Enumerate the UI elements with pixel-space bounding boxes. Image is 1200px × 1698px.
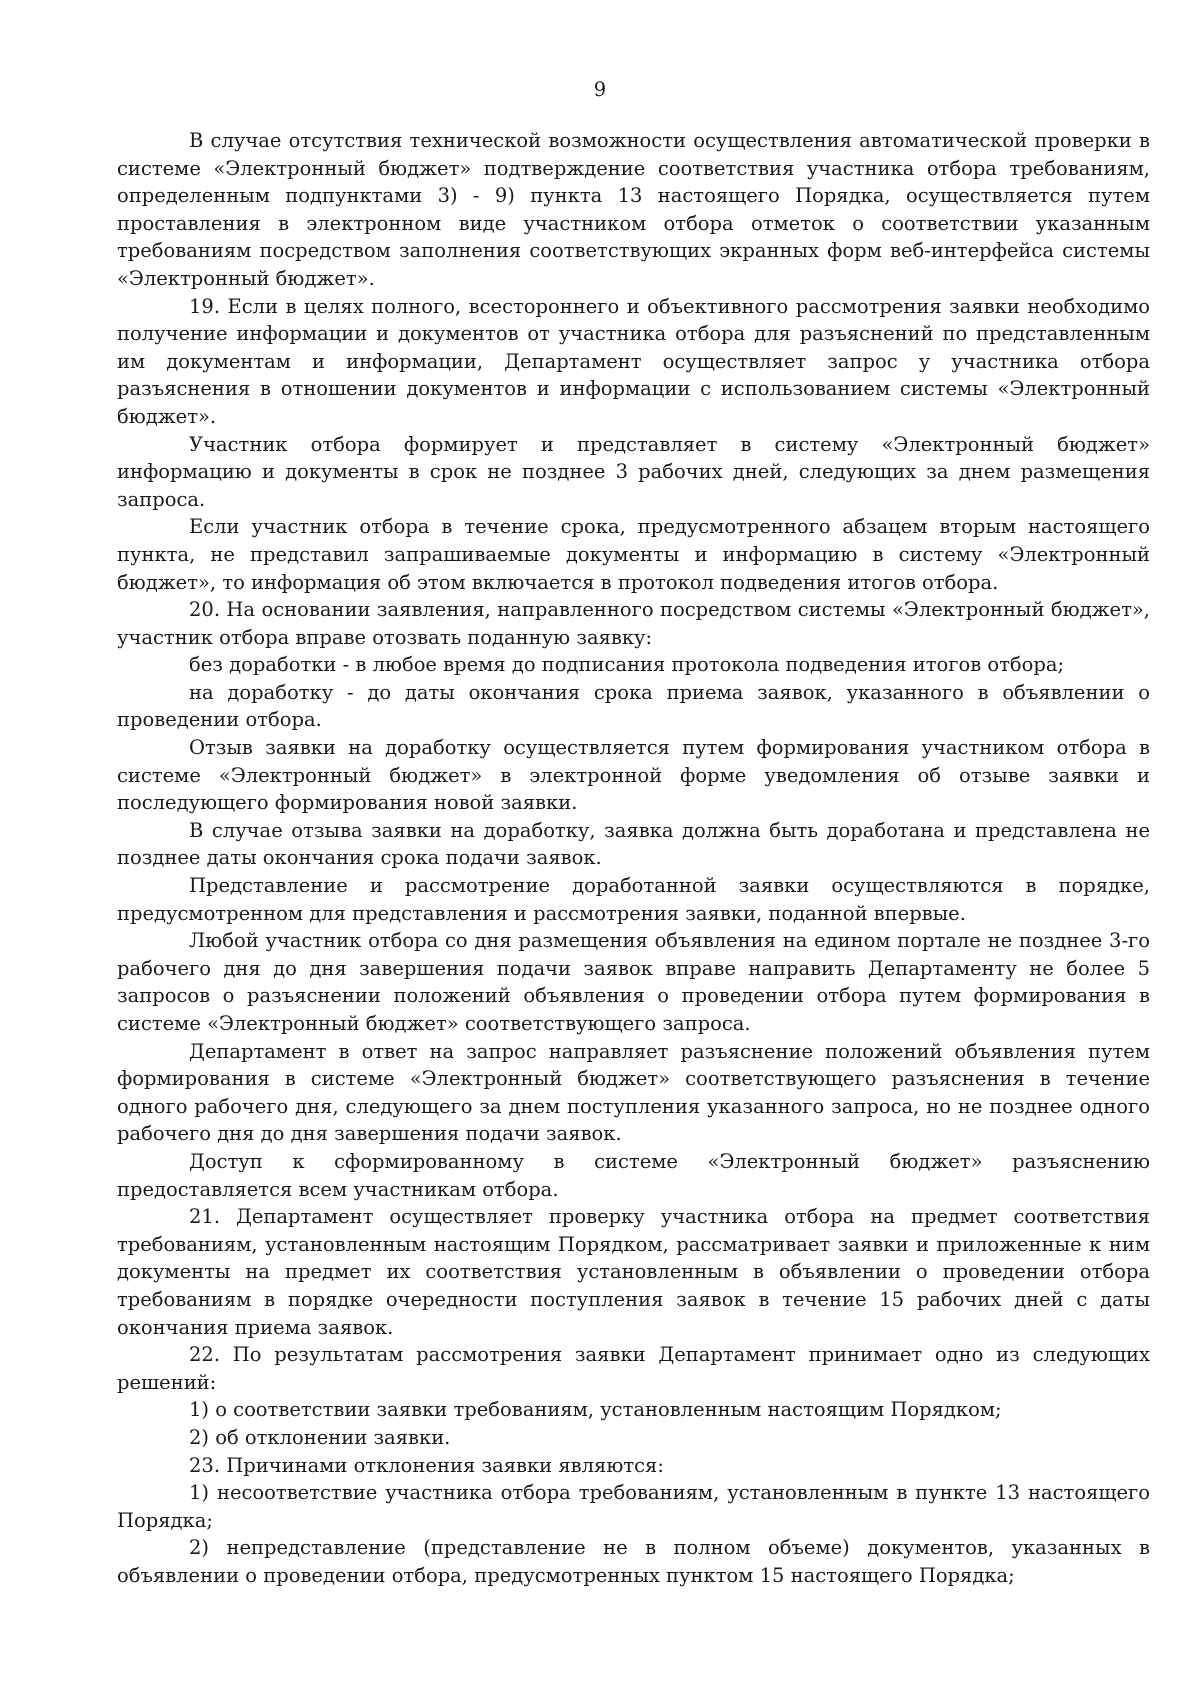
- paragraph: В случае отсутствия технической возможности осуществления автоматической проверки в системе «Электронный бюджет» подтверждение соответствия участника отбора требованиям, определенным подпунктами 3) - 9) пункта 13 настоящего Порядка, осуществляется путем проставления в электронном виде участником отбора отметок о соответствии указанным требованиям посредством заполнения соответствующих экранных форм веб-интерфейса системы «Электронный бюджет».: [117, 129, 1150, 290]
- paragraph: 21. Департамент осуществляет проверку участника отбора на предмет соответствия требованиям, установленным настоящим Порядком, рассматривает заявки и приложенные к ним документы на предмет их соответствия установленным в объявлении о проведении отбора требованиям в порядке очередности поступления заявок в течение 15 рабочих дней с даты окончания приема заявок.: [117, 1205, 1150, 1339]
- paragraph: Отзыв заявки на доработку осуществляется путем формирования участником отбора в системе «Электронный бюджет» в электронной форме уведомления об отзыве заявки и последующего формирования новой заявки.: [117, 736, 1150, 815]
- paragraph: Любой участник отбора со дня размещения объявления на едином портале не позднее 3-го рабочего дня до дня завершения подачи заявок вправе направить Департаменту не более 5 запросов о разъяснении положений объявления о проведении отбора путем формирования в системе «Электронный бюджет» соответствующего запроса.: [117, 929, 1150, 1035]
- paragraph: 20. На основании заявления, направленного посредством системы «Электронный бюджет», участник отбора вправе отозвать поданную заявку:: [117, 598, 1150, 649]
- paragraph: 1) несоответствие участника отбора требованиям, установленным в пункте 13 настоящего Порядка;: [117, 1481, 1150, 1532]
- paragraph: В случае отзыва заявки на доработку, заявка должна быть доработана и представлена не позднее даты окончания срока подачи заявок.: [117, 818, 1150, 870]
- paragraph: 22. По результатам рассмотрения заявки Департамент принимает одно из следующих решений:: [117, 1343, 1150, 1394]
- page-number: 9: [593, 78, 607, 101]
- paragraph: на доработку - до даты окончания срока приема заявок, указанного в объявлении о проведении отбора.: [117, 680, 1150, 732]
- paragraph: Представление и рассмотрение доработанной заявки осуществляются в порядке, предусмотренном для представления и рассмотрения заявки, поданной впервые.: [117, 874, 1150, 925]
- paragraph: 19. Если в целях полного, всестороннего и объективного рассмотрения заявки необходимо получение информации и документов от участника отбора для разъяснений по представленным им документам и информации, Департамент осуществляет запрос у участника отбора разъяснения в отношении документов и информации с использованием системы «Электронный бюджет».: [117, 294, 1150, 428]
- document-body: [117, 127, 1150, 1589]
- paragraph: Департамент в ответ на запрос направляет разъяснение положений объявления путем формирования в системе «Электронный бюджет» соответствующего разъяснения в течение одного рабочего дня, следующего за днем поступления указанного запроса, но не позднее одного рабочего дня до дня завершения подачи заявок.: [117, 1039, 1150, 1146]
- paragraph: Если участник отбора в течение срока, предусмотренного абзацем вторым настоящего пункта, не представил запрашиваемые документы и информацию в систему «Электронный бюджет», то информация об этом включается в протокол подведения итогов отбора.: [117, 515, 1150, 594]
- paragraph: Доступ к сформированному в системе «Электронный бюджет» разъяснению предоставляется всем участникам отбора.: [117, 1149, 1150, 1201]
- paragraph: Участник отбора формирует и представляет в систему «Электронный бюджет» информацию и документы в срок не позднее 3 рабочих дней, следующих за днем размещения запроса.: [117, 432, 1150, 511]
- paragraph: 23. Причинами отклонения заявки являются:: [189, 1453, 664, 1477]
- paragraph: 2) об отклонении заявки.: [189, 1425, 451, 1449]
- paragraph: 2) непредставление (представление не в полном объеме) документов, указанных в объявлении о проведении отбора, предусмотренных пунктом 15 настоящего Порядка;: [117, 1536, 1150, 1587]
- paragraph: 1) о соответствии заявки требованиям, установленным настоящим Порядком;: [189, 1398, 1002, 1422]
- paragraph: без доработки - в любое время до подписания протокола подведения итогов отбора;: [189, 653, 1065, 677]
